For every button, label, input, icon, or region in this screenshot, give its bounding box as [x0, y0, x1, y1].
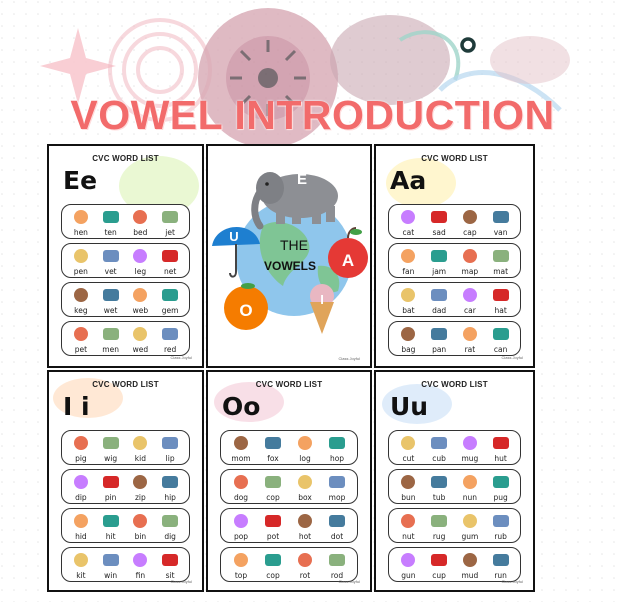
word-item — [455, 551, 486, 580]
bun-icon — [397, 473, 419, 491]
mat-icon — [490, 247, 512, 265]
cap-icon — [459, 208, 481, 226]
card-title: CVC WORD LIST — [421, 380, 488, 389]
word-label: dog — [233, 493, 249, 502]
jet-icon — [159, 208, 181, 226]
vowels-illustration — [208, 146, 372, 368]
word-row — [220, 547, 358, 582]
cop-icon — [262, 551, 284, 569]
hot-icon — [294, 512, 316, 530]
box-icon — [294, 473, 316, 491]
word-item — [96, 325, 126, 354]
word-item — [393, 325, 424, 354]
word-label: dad — [432, 306, 447, 315]
card-letter: Aa — [390, 166, 427, 195]
word-item — [96, 247, 126, 276]
word-row — [220, 430, 358, 465]
word-row — [388, 508, 521, 543]
word-item — [485, 512, 516, 541]
word-item — [455, 434, 486, 463]
word-label: jet — [165, 228, 175, 237]
word-label: pug — [493, 493, 508, 502]
kid-icon — [129, 434, 151, 452]
word-item — [225, 551, 257, 580]
signature: Class Joyful — [170, 579, 192, 584]
word-label: kit — [76, 571, 86, 580]
gem-icon — [159, 286, 181, 304]
word-label: net — [163, 267, 177, 276]
word-item — [485, 473, 516, 502]
word-row — [388, 282, 521, 317]
word-label: rot — [299, 571, 311, 580]
word-label: vet — [104, 267, 117, 276]
card-title: CVC WORD LIST — [255, 380, 323, 389]
word-label: can — [493, 345, 508, 354]
word-label: sit — [165, 571, 175, 580]
cub-icon — [428, 434, 450, 452]
tub-icon — [428, 473, 450, 491]
pig-icon — [70, 434, 92, 452]
word-label: mud — [461, 571, 479, 580]
word-label: fan — [402, 267, 415, 276]
word-item — [155, 286, 185, 315]
word-label: nun — [462, 493, 477, 502]
word-item — [485, 551, 516, 580]
signature: Class Joyful — [338, 579, 360, 584]
word-item — [66, 208, 96, 237]
word-label: mat — [493, 267, 509, 276]
pan-icon — [428, 325, 450, 343]
word-row — [388, 243, 521, 278]
pet-icon — [70, 325, 92, 343]
word-item — [321, 434, 353, 463]
word-row — [61, 282, 190, 317]
word-label: win — [104, 571, 118, 580]
cat-icon — [397, 208, 419, 226]
word-label: cub — [432, 454, 446, 463]
word-label: pot — [266, 532, 280, 541]
word-row — [61, 547, 190, 582]
word-item — [257, 434, 289, 463]
word-label: bin — [134, 532, 147, 541]
word-label: van — [493, 228, 508, 237]
word-item — [96, 434, 126, 463]
mom-icon — [230, 434, 252, 452]
word-item — [424, 512, 455, 541]
word-row — [388, 430, 521, 465]
rot-icon — [294, 551, 316, 569]
kit-icon — [70, 551, 92, 569]
word-item — [257, 551, 289, 580]
word-label: cop — [266, 571, 280, 580]
word-label: hut — [494, 454, 507, 463]
fan-icon — [397, 247, 419, 265]
pin-icon — [100, 473, 122, 491]
word-item — [155, 208, 185, 237]
word-label: map — [461, 267, 479, 276]
word-label: cat — [402, 228, 415, 237]
word-item — [424, 247, 455, 276]
word-label: keg — [74, 306, 88, 315]
word-item — [424, 551, 455, 580]
word-label: dig — [164, 532, 176, 541]
word-label: zip — [134, 493, 146, 502]
word-label: log — [299, 454, 311, 463]
word-label: sad — [432, 228, 446, 237]
gum-icon — [459, 512, 481, 530]
zip-icon — [129, 473, 151, 491]
word-label: red — [163, 345, 177, 354]
word-label: men — [102, 345, 119, 354]
word-label: hat — [494, 306, 507, 315]
word-item — [66, 325, 96, 354]
word-row — [61, 204, 190, 239]
word-item — [289, 551, 321, 580]
keg-icon — [70, 286, 92, 304]
net-icon — [159, 247, 181, 265]
pot-icon — [262, 512, 284, 530]
word-item — [424, 286, 455, 315]
word-item — [393, 473, 424, 502]
word-item — [455, 286, 486, 315]
sit-icon — [159, 551, 181, 569]
word-item — [155, 325, 185, 354]
car-icon — [459, 286, 481, 304]
wig-icon — [100, 434, 122, 452]
word-item — [155, 247, 185, 276]
card-title: CVC WORD LIST — [92, 154, 159, 163]
word-label: pet — [74, 345, 88, 354]
word-label: mop — [328, 493, 346, 502]
dot-icon — [326, 512, 348, 530]
word-label: kid — [134, 454, 146, 463]
dad-icon — [428, 286, 450, 304]
word-label: jam — [432, 267, 447, 276]
signature: Class Joyful — [338, 356, 360, 361]
run-icon — [490, 551, 512, 569]
word-item — [393, 247, 424, 276]
word-label: hen — [73, 228, 88, 237]
word-item — [96, 551, 126, 580]
word-row — [61, 321, 190, 356]
nun-icon — [459, 473, 481, 491]
lip-icon — [159, 434, 181, 452]
word-item — [393, 208, 424, 237]
number-ten-icon — [100, 208, 122, 226]
word-row — [388, 204, 521, 239]
hop-icon — [326, 434, 348, 452]
bag-icon — [397, 325, 419, 343]
word-row — [388, 321, 521, 356]
word-label: wed — [132, 345, 149, 354]
word-item — [455, 473, 486, 502]
wet-icon — [100, 286, 122, 304]
vowels-cover-card — [206, 144, 372, 368]
word-item — [455, 208, 486, 237]
word-row — [220, 508, 358, 543]
word-item — [66, 551, 96, 580]
word-item — [485, 208, 516, 237]
word-label: cup — [432, 571, 446, 580]
word-item — [321, 512, 353, 541]
word-label: bed — [133, 228, 148, 237]
word-label: pig — [75, 454, 87, 463]
word-label: run — [494, 571, 507, 580]
word-label: hid — [75, 532, 87, 541]
word-label: gem — [161, 306, 179, 315]
pen-icon — [70, 247, 92, 265]
word-item — [126, 286, 156, 315]
word-label: pan — [432, 345, 447, 354]
word-row — [61, 430, 190, 465]
word-item — [66, 473, 96, 502]
leg-icon — [129, 247, 151, 265]
hut-icon — [490, 434, 512, 452]
word-item — [393, 551, 424, 580]
word-item — [155, 551, 185, 580]
vet-icon — [100, 247, 122, 265]
word-label: mom — [231, 454, 251, 463]
jam-icon — [428, 247, 450, 265]
page-headline: VOWEL INTRODUCTION — [70, 92, 555, 138]
word-item — [96, 286, 126, 315]
cover-title-line2: VOWELS — [263, 259, 317, 273]
word-item — [257, 512, 289, 541]
cup-icon — [428, 551, 450, 569]
word-label: pop — [233, 532, 249, 541]
word-item — [424, 473, 455, 502]
can-icon — [490, 325, 512, 343]
word-item — [96, 512, 126, 541]
word-item — [455, 512, 486, 541]
word-label: cop — [266, 493, 280, 502]
rub-icon — [490, 512, 512, 530]
card-letter: Uu — [390, 392, 429, 421]
word-item — [126, 325, 156, 354]
letter-i: I — [320, 292, 324, 307]
dip-icon — [70, 473, 92, 491]
card-title: CVC WORD LIST — [421, 154, 488, 163]
word-item — [424, 208, 455, 237]
cut-icon — [397, 434, 419, 452]
signature: Class Joyful — [170, 355, 192, 360]
word-label: gum — [461, 532, 479, 541]
web-icon — [129, 286, 151, 304]
word-label: web — [132, 306, 149, 315]
word-item — [96, 208, 126, 237]
word-item — [126, 473, 156, 502]
word-item — [485, 325, 516, 354]
word-label: tub — [432, 493, 446, 502]
word-item — [126, 434, 156, 463]
word-label: mug — [461, 454, 479, 463]
word-item — [289, 473, 321, 502]
letter-a: A — [341, 251, 355, 270]
fox-icon — [262, 434, 284, 452]
word-label: hot — [298, 532, 312, 541]
top-icon — [230, 551, 252, 569]
word-label: hip — [164, 493, 176, 502]
van-icon — [490, 208, 512, 226]
word-row — [61, 243, 190, 278]
word-item — [289, 434, 321, 463]
word-label: fox — [267, 454, 279, 463]
dog-icon — [230, 473, 252, 491]
word-item — [424, 434, 455, 463]
word-item — [424, 325, 455, 354]
word-item — [66, 286, 96, 315]
word-item — [66, 247, 96, 276]
word-label: ten — [104, 228, 117, 237]
word-label: cut — [402, 454, 415, 463]
word-label: wet — [103, 306, 118, 315]
log-icon — [294, 434, 316, 452]
word-item — [485, 434, 516, 463]
word-item — [66, 512, 96, 541]
word-label: leg — [134, 267, 147, 276]
signature: Class Joyful — [501, 579, 523, 584]
rug-icon — [428, 512, 450, 530]
word-item — [257, 473, 289, 502]
fin-icon — [129, 551, 151, 569]
word-card-ee — [47, 144, 204, 368]
word-item — [126, 551, 156, 580]
word-card-ii — [47, 370, 204, 592]
word-label: bun — [401, 493, 416, 502]
word-label: rat — [464, 345, 476, 354]
word-label: bag — [401, 345, 416, 354]
win-icon — [100, 551, 122, 569]
letter-u: U — [229, 229, 239, 244]
word-item — [225, 434, 257, 463]
word-item — [393, 434, 424, 463]
men-icon — [100, 325, 122, 343]
word-label: dot — [330, 532, 344, 541]
card-letter: Oo — [222, 392, 261, 421]
bin-icon — [129, 512, 151, 530]
dig-icon — [159, 512, 181, 530]
word-item — [225, 473, 257, 502]
word-label: hit — [105, 532, 116, 541]
word-item — [455, 325, 486, 354]
pop-icon — [230, 512, 252, 530]
card-letter: I i — [63, 392, 90, 421]
word-label: dip — [75, 493, 87, 502]
word-label: cap — [463, 228, 477, 237]
word-label: wig — [104, 454, 118, 463]
word-item — [393, 512, 424, 541]
word-label: gun — [401, 571, 416, 580]
hit-icon — [100, 512, 122, 530]
mud-icon — [459, 551, 481, 569]
pug-icon — [490, 473, 512, 491]
word-row — [388, 469, 521, 504]
word-label: rub — [494, 532, 507, 541]
word-item — [126, 247, 156, 276]
word-label: top — [234, 571, 248, 580]
word-item — [485, 247, 516, 276]
signature: Class Joyful — [501, 355, 523, 360]
wed-icon — [129, 325, 151, 343]
bed-icon — [129, 208, 151, 226]
mop-icon — [326, 473, 348, 491]
word-label: rug — [432, 532, 446, 541]
word-item — [126, 512, 156, 541]
hid-icon — [70, 512, 92, 530]
word-item — [393, 286, 424, 315]
rod-icon — [326, 551, 348, 569]
card-title: CVC WORD LIST — [92, 380, 159, 389]
word-item — [321, 551, 353, 580]
word-label: fin — [135, 571, 146, 580]
red-icon — [159, 325, 181, 343]
word-label: car — [463, 306, 476, 315]
word-label: pen — [73, 267, 88, 276]
word-item — [321, 473, 353, 502]
word-card-aa — [374, 144, 535, 368]
rat-icon — [459, 325, 481, 343]
word-label: rod — [330, 571, 344, 580]
word-item — [126, 208, 156, 237]
nut-icon — [397, 512, 419, 530]
word-label: pin — [104, 493, 117, 502]
word-item — [155, 434, 185, 463]
word-item — [455, 247, 486, 276]
sad-icon — [428, 208, 450, 226]
word-card-uu — [374, 370, 535, 592]
mug-icon — [459, 434, 481, 452]
letter-e: E — [296, 171, 308, 188]
word-item — [155, 473, 185, 502]
card-letter: Ee — [63, 166, 98, 195]
word-label: bat — [402, 306, 415, 315]
word-row — [388, 547, 521, 582]
hip-icon — [159, 473, 181, 491]
word-row — [220, 469, 358, 504]
word-label: nut — [402, 532, 415, 541]
hen-icon — [70, 208, 92, 226]
bat-icon — [397, 286, 419, 304]
cop-icon — [262, 473, 284, 491]
letter-o: O — [239, 301, 253, 320]
word-item — [485, 286, 516, 315]
word-item — [155, 512, 185, 541]
cover-title-line1: THE — [280, 237, 308, 253]
gun-icon — [397, 551, 419, 569]
map-icon — [459, 247, 481, 265]
word-label: box — [298, 493, 312, 502]
word-row — [61, 469, 190, 504]
word-item — [66, 434, 96, 463]
word-item — [289, 512, 321, 541]
word-card-oo — [206, 370, 372, 592]
word-row — [61, 508, 190, 543]
word-item — [96, 473, 126, 502]
hat-icon — [490, 286, 512, 304]
word-label: hop — [329, 454, 345, 463]
word-label: lip — [165, 454, 175, 463]
word-item — [225, 512, 257, 541]
